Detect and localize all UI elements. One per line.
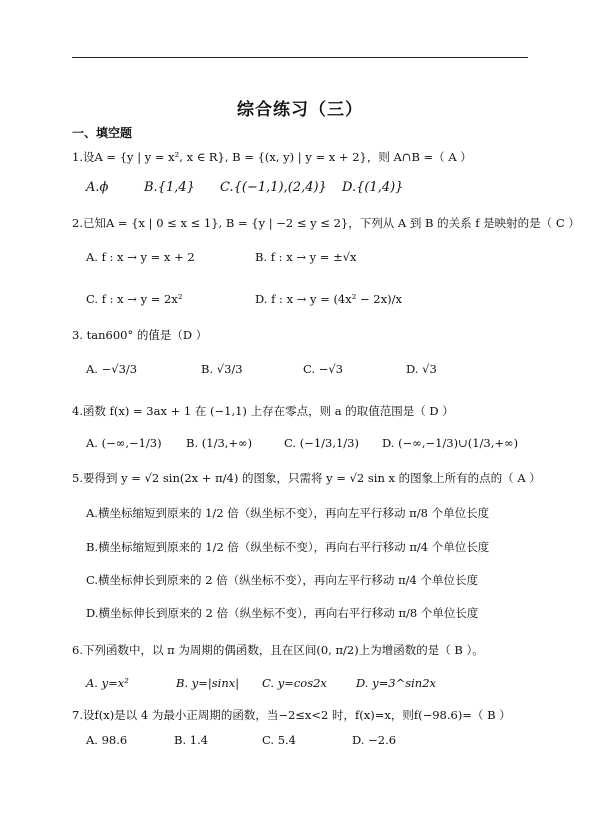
q1-option-d: D.{(1,4)}	[342, 180, 404, 195]
page-title: 综合练习（三）	[237, 100, 363, 120]
q4-option-a: A. (−∞,−1/3)	[86, 436, 162, 450]
q4-option-b: B. (1/3,+∞)	[186, 436, 253, 450]
q1-option-a: A.ϕ	[86, 180, 109, 195]
q3-option-c: C. −√3	[303, 362, 343, 376]
q7-option-b: B. 1.4	[174, 733, 209, 747]
q5-stem: 5.要得到 y = √2 sin(2x + π/4) 的图象，只需将 y = √2 sin x 的图象上所有的点的（ A ）	[72, 471, 541, 485]
q7-option-d: D. −2.6	[352, 733, 397, 747]
q2-option-a: A. f : x → y = x + 2	[86, 250, 195, 264]
q3-option-b: B. √3/3	[201, 362, 243, 376]
q4-option-c: C. (−1/3,1/3)	[284, 436, 359, 450]
q2-option-d: D. f : x → y = (4x² − 2x)/x	[255, 292, 402, 306]
q6-option-c: C. y=cos2x	[262, 676, 327, 690]
q2-option-b: B. f : x → y = ±√x	[255, 250, 357, 264]
q6-option-d: D. y=3^sin2x	[356, 676, 436, 690]
header-rule	[72, 57, 528, 58]
q3-option-a: A. −√3/3	[86, 362, 138, 376]
q5-option-d: D.横坐标伸长到原来的 2 倍（纵坐标不变），再向右平行移动 π/8 个单位长度	[86, 606, 479, 620]
q7-stem: 7.设f(x)是以 4 为最小正周期的函数，当−2≤x<2 时，f(x)=x，则f(−98.6)=（ B ）	[72, 708, 511, 722]
q1-option-c: C.{(−1,1),(2,4)}	[220, 180, 327, 195]
q2-stem: 2.已知A = {x | 0 ≤ x ≤ 1}, B = {y | −2 ≤ y ≤ 2}，下列从 A 到 B 的关系 f 是映射的是（ C ）	[72, 216, 580, 230]
q4-option-d: D. (−∞,−1/3)∪(1/3,+∞)	[382, 436, 519, 450]
q6-option-b: B. y=|sinx|	[176, 676, 240, 690]
q4-stem: 4.函数 f(x) = 3ax + 1 在 (−1,1) 上存在零点，则 a 的取值范围是（ D ）	[72, 404, 454, 418]
q7-option-c: C. 5.4	[262, 733, 296, 747]
q6-stem: 6.下列函数中，以 π 为周期的偶函数，且在区间(0, π/2)上为增函数的是（ B ）。	[72, 643, 484, 657]
q7-option-a: A. 98.6	[86, 733, 128, 747]
q3-option-d: D. √3	[406, 362, 437, 376]
section-heading: 一、填空题	[72, 126, 133, 140]
q2-option-c: C. f : x → y = 2x²	[86, 292, 183, 306]
q5-option-a: A.横坐标缩短到原来的 1/2 倍（纵坐标不变），再向左平行移动 π/8 个单位长度	[86, 506, 490, 520]
q1-stem: 1.设A = {y | y = x², x ∈ R}, B = {(x, y) | y = x + 2}，则 A∩B =（ A ）	[72, 150, 472, 164]
q5-option-c: C.横坐标伸长到原来的 2 倍（纵坐标不变），再向左平行移动 π/4 个单位长度	[86, 573, 478, 587]
q3-stem: 3. tan600° 的值是（D ）	[72, 328, 208, 342]
q1-option-b: B.{1,4}	[144, 180, 195, 195]
q6-option-a: A. y=x²	[86, 676, 129, 690]
q5-option-b: B.横坐标缩短到原来的 1/2 倍（纵坐标不变），再向右平行移动 π/4 个单位长度	[86, 540, 490, 554]
